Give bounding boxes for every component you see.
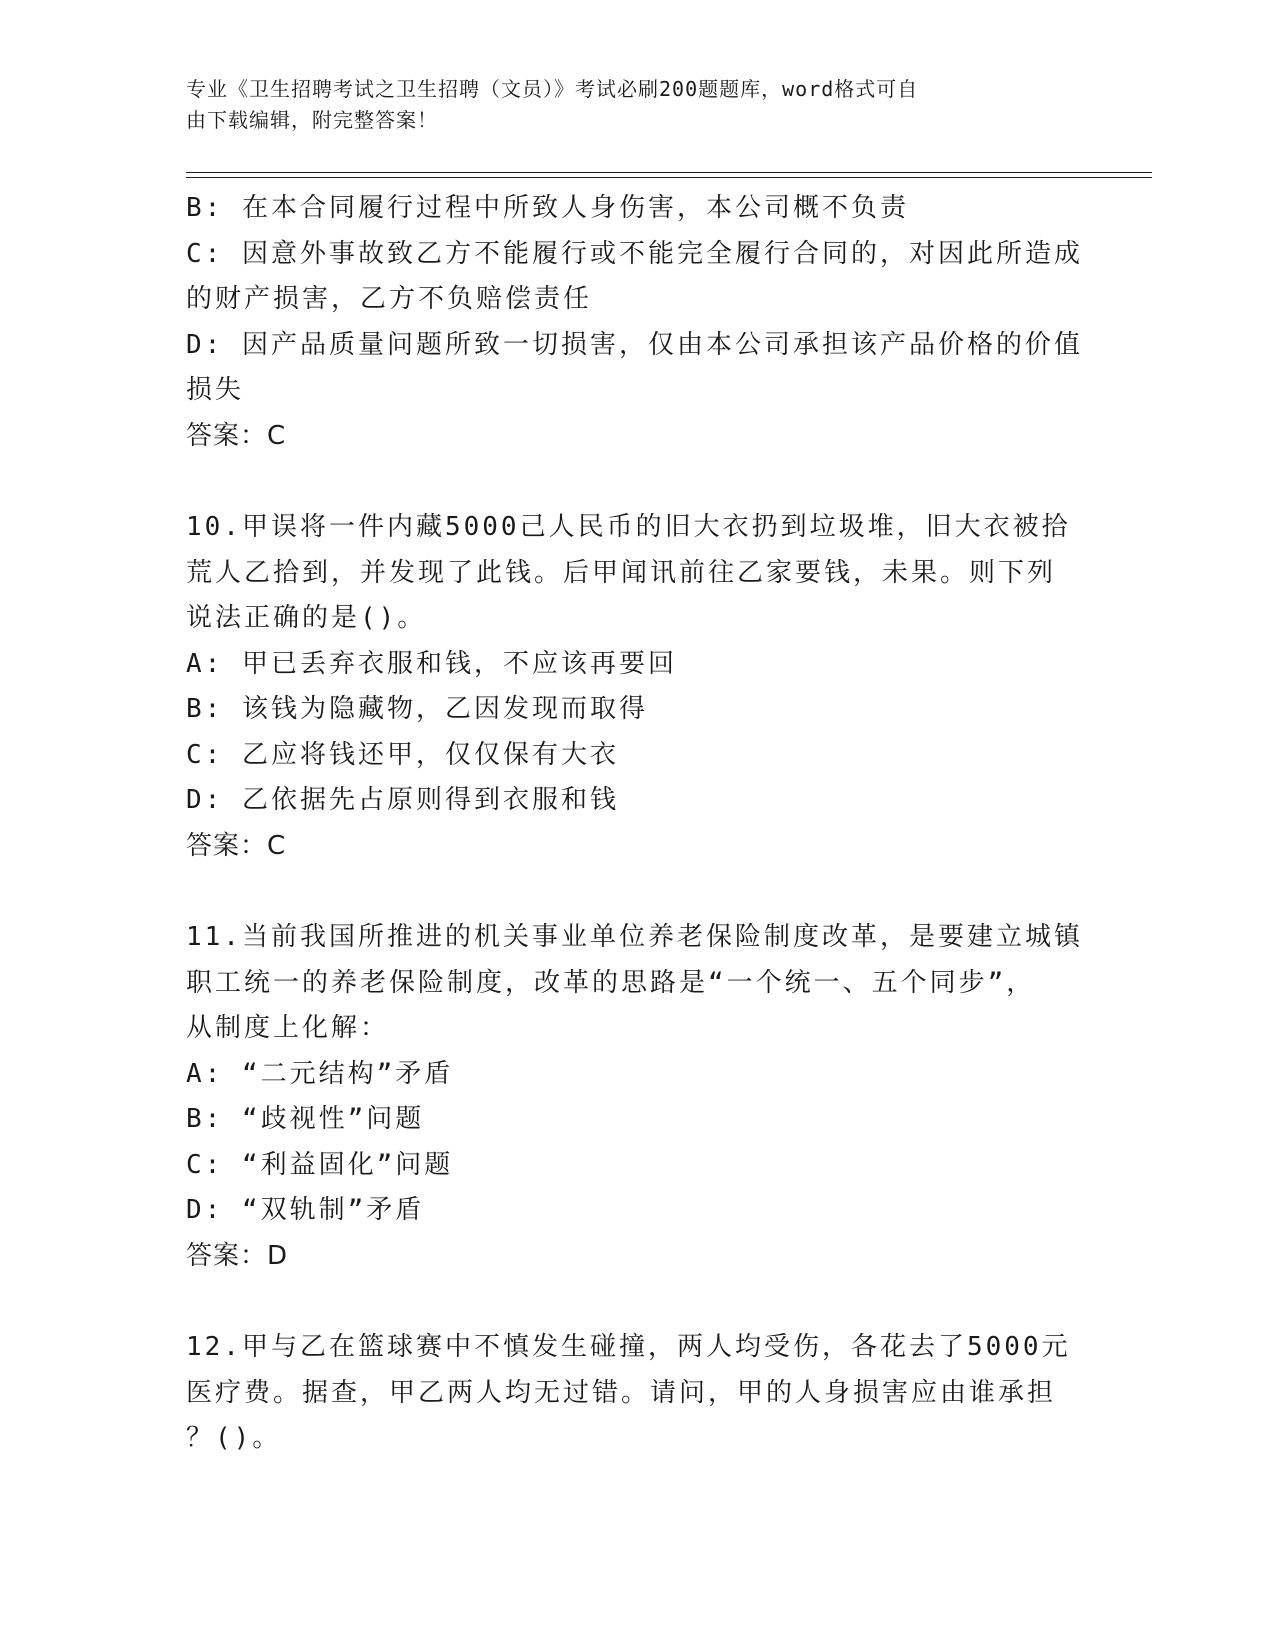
question-text: 医疗费。据查，甲乙两人均无过错。请问，甲的人身损害应由谁承担 — [186, 1377, 1057, 1408]
option-d: D: 乙依据先占原则得到衣服和钱 — [186, 785, 619, 815]
option-a: A: “二元结构”矛盾 — [186, 1058, 454, 1089]
question-10 — [186, 505, 1086, 869]
question-text: 12.甲与乙在篮球赛中不慎发生碰撞，两人均受伤，各花去了5000元 — [186, 1332, 1071, 1362]
option-d: D: “双轨制”矛盾 — [186, 1195, 425, 1225]
option-b: B: 该钱为隐藏物，乙因发现而取得 — [186, 694, 648, 724]
question-text: 10.甲误将一件内藏5000己人民币的旧大衣扔到垃圾堆，旧大衣被拾 — [186, 512, 1071, 542]
header-divider-bottom — [186, 177, 1152, 178]
question-11 — [186, 915, 1086, 1279]
option-c: C: “利益固化”问题 — [186, 1149, 454, 1180]
option-d: D: 因产品质量问题所致一切损害，仅由本公司承担该产品价格的价值 — [186, 329, 1083, 360]
previous-question-continued — [186, 186, 1086, 459]
option-b: B: 在本合同履行过程中所致人身伤害，本公司概不负责 — [186, 193, 909, 223]
option-a: A: 甲已丢弃衣服和钱，不应该再要回 — [186, 648, 677, 679]
spacer — [186, 459, 1086, 505]
header-divider-top — [186, 172, 1152, 173]
option-b: B: “歧视性”问题 — [186, 1104, 425, 1134]
document-body — [186, 186, 1086, 1462]
option-c: C: 乙应将钱还甲，仅仅保有大衣 — [186, 739, 619, 770]
answer: 答案：D — [186, 1240, 289, 1271]
question-text: 职工统一的养老保险制度，改革的思路是“一个统一、五个同步”， — [186, 967, 1036, 998]
question-text: 11.当前我国所推进的机关事业单位养老保险制度改革，是要建立城镇 — [186, 922, 1083, 952]
spacer — [186, 1279, 1086, 1325]
document-header — [186, 74, 1066, 136]
question-text: 荒人乙拾到，并发现了此钱。后甲闻讯前往乙家要钱，未果。则下列 — [186, 557, 1057, 588]
question-text: 说法正确的是()。 — [186, 603, 427, 633]
question-12 — [186, 1325, 1086, 1462]
answer: 答案：C — [186, 420, 287, 451]
option-c-continued: 的财产损害，乙方不负赔偿责任 — [186, 284, 593, 314]
header-line: 由下载编辑，附完整答案！ — [186, 108, 438, 132]
option-d-continued: 损失 — [186, 375, 245, 405]
answer: 答案：C — [186, 830, 287, 861]
question-text: 从制度上化解： — [186, 1013, 390, 1043]
header-line: 专业《卫生招聘考试之卫生招聘（文员）》考试必刷200题题库，word格式可自 — [186, 77, 919, 101]
spacer — [186, 869, 1086, 915]
option-c: C: 因意外事故致乙方不能履行或不能完全履行合同的，对因此所造成 — [186, 238, 1083, 269]
question-text: ？()。 — [186, 1423, 282, 1453]
